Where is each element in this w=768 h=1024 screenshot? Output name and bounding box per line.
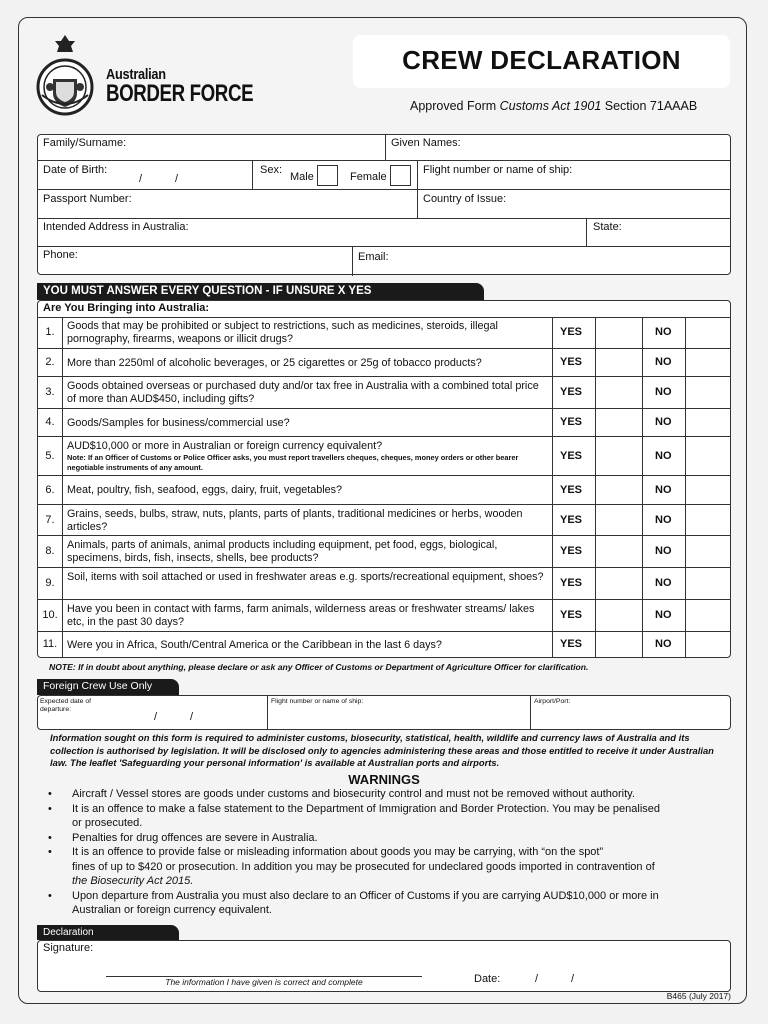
warning-item: • Penalties for drug offences are severe in Australia. — [48, 831, 318, 844]
question-text: Goods obtained overseas or purchased duty and/or tax free in Australia with a combined total price of more than AUD$450, including gifts? — [67, 380, 539, 405]
brand-name-line1: Australian — [106, 66, 166, 83]
email-field[interactable]: Email: — [358, 251, 389, 263]
question-text: Were you in Africa, South/Central America or the Caribbean in the last 6 days? — [67, 638, 442, 651]
no-label: NO — [655, 449, 672, 462]
personal-details-box — [37, 134, 731, 275]
yes-answer-box[interactable] — [596, 536, 641, 568]
no-answer-box[interactable] — [686, 600, 730, 632]
declaration-date-field[interactable]: Date: — [474, 973, 501, 985]
no-answer-box[interactable] — [686, 568, 730, 600]
declaration-date-separator: / — [571, 973, 575, 985]
yes-answer-box[interactable] — [596, 377, 641, 409]
question-number: 1. — [45, 326, 55, 338]
no-answer-box[interactable] — [686, 377, 730, 409]
no-label: NO — [655, 483, 672, 496]
yes-label: YES — [560, 577, 583, 589]
question-text: Soil, items with soil attached or used in freshwater areas e.g. sports/recreational equipment, shoes? — [67, 571, 544, 583]
sex-label: Sex: — [260, 164, 283, 176]
yes-label: YES — [560, 609, 583, 621]
declaration-tab: Declaration — [37, 925, 179, 940]
no-answer-box[interactable] — [686, 505, 730, 536]
question-text: Have you been in contact with farms, farm animals, wilderness areas or freshwater streams/ lakes etc, in the past 30 days? — [67, 603, 535, 628]
male-label: Male — [290, 171, 314, 183]
yes-label: YES — [560, 326, 583, 338]
departure-date-separator: / — [190, 711, 194, 723]
question-number: 5. — [45, 449, 55, 462]
questions-heading: Are You Bringing into Australia: — [43, 302, 210, 314]
question-row — [38, 600, 730, 632]
yes-label: YES — [560, 356, 583, 368]
declaration-box — [37, 940, 731, 992]
yes-label: YES — [560, 483, 583, 496]
brand-name-line2: BORDER FORCE — [106, 80, 254, 107]
family-surname-field[interactable]: Family/Surname: — [43, 137, 127, 149]
no-answer-box[interactable] — [686, 437, 730, 476]
yes-answer-box[interactable] — [596, 349, 641, 377]
date-of-birth-field[interactable]: Date of Birth: — [43, 164, 108, 176]
question-number: 11. — [42, 638, 58, 650]
dob-separator: / — [139, 173, 143, 185]
warnings-heading: WARNINGS — [348, 772, 420, 787]
question-row — [38, 349, 730, 377]
question-text: AUD$10,000 or more in Australian or foreign currency equivalent? Note: If an Officer of Customs or Police Officer asks, you must report travellers cheques, cheques, money orders or other bearer negotiable instruments of any amount. — [67, 440, 545, 473]
no-answer-box[interactable] — [686, 632, 730, 658]
yes-label: YES — [560, 545, 583, 557]
question-text: Goods that may be prohibited or subject to restrictions, such as medicines, steroids, illegal pornography, firearms, weapons or illicit drugs? — [67, 320, 498, 345]
question-text: Meat, poultry, fish, seafood, eggs, dairy, fruit, vegetables? — [67, 484, 343, 496]
question-number: 7. — [45, 513, 55, 526]
yes-answer-box[interactable] — [596, 505, 641, 536]
question-text: Animals, parts of animals, animal products including equipment, pet food, eggs, biological, specimens, birds, fish, insects, shells, bee products? — [67, 539, 498, 564]
question-number: 2. — [45, 356, 55, 368]
yes-answer-box[interactable] — [596, 568, 641, 600]
question-row — [38, 536, 730, 568]
clarification-note: NOTE: If in doubt about anything, please declare or ask any Officer of Customs or Department of Agriculture Officer for clarification. — [49, 662, 589, 672]
yes-label: YES — [560, 449, 583, 462]
foreign-crew-tab: Foreign Crew Use Only — [37, 679, 179, 695]
female-label: Female — [350, 171, 387, 183]
state-field[interactable]: State: — [593, 221, 622, 233]
question-row — [38, 632, 730, 658]
no-label: NO — [655, 386, 672, 398]
question-number: 10. — [42, 609, 58, 621]
warning-item: • It is an offence to make a false statement to the Department of Immigration and Border Protection. You may be penalised — [48, 802, 661, 815]
flight-number-field[interactable]: Flight number or name of ship: — [423, 164, 573, 176]
page-title: CREW DECLARATION — [402, 45, 681, 75]
no-answer-box[interactable] — [686, 349, 730, 377]
given-names-field[interactable]: Given Names: — [391, 137, 461, 149]
no-label: NO — [655, 577, 672, 589]
no-label: NO — [655, 513, 672, 526]
no-label: NO — [655, 638, 672, 650]
question-number: 9. — [45, 577, 55, 589]
intended-address-field[interactable]: Intended Address in Australia: — [43, 221, 189, 233]
foreign-crew-box — [37, 695, 731, 730]
male-checkbox[interactable] — [317, 165, 338, 186]
warnings-list: • Aircraft / Vessel stores are goods under customs and biosecurity control and must not be removed without authority. • It is an offence to make a false statement to the Department of Immigration and Border Protection. You may be penalised or prosecuted. • Penalties for drug offences are severe in Australia. • It is an offence to provide false or misleading information about goods you may be carrying, with “on the spot” fines of up to $420 or prosecution. In addition you may be prosecuted for undeclared goods imported in contravention of the Biosecurity Act 2015. • Upon departure from Australia you must also declare to an Officer of Customs if you are carrying AUD$10,000 or more in Australian or foreign currency equivalent. — [48, 787, 728, 918]
title-box — [353, 35, 730, 88]
airport-port-field[interactable]: Airport/Port: — [534, 698, 571, 705]
warning-item: • Upon departure from Australia you must also declare to an Officer of Customs if you are carrying AUD$10,000 or more in — [48, 889, 659, 902]
question-row — [38, 568, 730, 600]
yes-answer-box[interactable] — [596, 632, 641, 658]
declaration-date-separator: / — [535, 973, 539, 985]
no-label: NO — [655, 326, 672, 338]
questions-table — [37, 300, 731, 658]
subtitle-act: Customs Act 1901 — [499, 99, 602, 113]
form-code: B465 (July 2017) — [666, 991, 731, 1001]
question-row — [38, 377, 730, 409]
passport-number-field[interactable]: Passport Number: — [43, 193, 132, 205]
question-row — [38, 409, 730, 437]
yes-answer-box[interactable] — [596, 600, 641, 632]
yes-answer-box[interactable] — [596, 317, 641, 349]
question-text: Grains, seeds, bulbs, straw, nuts, plants, parts of plants, traditional medicines or herbs, wooden articles? — [67, 507, 523, 533]
no-label: NO — [655, 545, 672, 557]
no-answer-box[interactable] — [686, 476, 730, 505]
signature-field[interactable]: Signature: — [43, 942, 94, 954]
question-number: 4. — [45, 416, 55, 428]
question-note: Note: If an Officer of Customs or Police Officer asks, you must report travellers cheques, cheques, money orders or other bearer negotiable instruments of any amount. — [67, 452, 519, 472]
country-of-issue-field[interactable]: Country of Issue: — [423, 193, 507, 205]
dob-separator: / — [175, 173, 179, 185]
crew-flight-number-field[interactable]: Flight number or name of ship: — [271, 698, 364, 705]
question-number: 6. — [45, 483, 55, 496]
yes-label: YES — [560, 513, 583, 526]
question-number: 8. — [45, 545, 55, 557]
yes-answer-box[interactable] — [596, 437, 641, 476]
privacy-information: Information sought on this form is required to administer customs, biosecurity, statistical, health, wildlife and currency laws of Australia and its collection is authorised by legislation. It will be disclosed only to agencies administering these areas and those entitled to receive it under Australian law. The leaflet 'Safeguarding your personal information' is available at Australian ports and airports. — [50, 732, 714, 768]
warning-item: • It is an offence to provide false or misleading information about goods you may be carrying, with “on the spot” — [48, 846, 604, 858]
warning-item: • Aircraft / Vessel stores are goods under customs and biosecurity control and must not be removed without authority. — [48, 788, 635, 800]
female-checkbox[interactable] — [390, 165, 411, 186]
no-label: NO — [655, 356, 672, 368]
form-subtitle: Approved Form Customs Act 1901 Section 71AAAB — [410, 99, 698, 113]
question-text: More than 2250ml of alcoholic beverages, or 25 cigarettes or 25g of tobacco products? — [67, 356, 482, 369]
question-row — [38, 437, 730, 476]
question-row — [38, 476, 730, 505]
declaration-statement: The information I have given is correct and complete — [165, 977, 363, 987]
yes-label: YES — [560, 416, 583, 428]
coat-of-arms-icon — [36, 33, 94, 121]
no-label: NO — [655, 416, 672, 428]
no-answer-box[interactable] — [686, 317, 730, 349]
yes-answer-box[interactable] — [596, 476, 641, 505]
no-answer-box[interactable] — [686, 536, 730, 568]
question-row — [38, 317, 730, 349]
no-answer-box[interactable] — [686, 409, 730, 437]
yes-answer-box[interactable] — [596, 409, 641, 437]
question-text: Goods/Samples for business/commercial use? — [67, 416, 290, 429]
question-row — [38, 505, 730, 536]
departure-date-separator: / — [154, 711, 158, 723]
yes-label: YES — [560, 386, 583, 398]
phone-field[interactable]: Phone: — [43, 249, 78, 261]
question-number: 3. — [45, 386, 55, 398]
no-label: NO — [655, 609, 672, 621]
questions-section-tab: YOU MUST ANSWER EVERY QUESTION - IF UNSURE X YES — [37, 283, 484, 300]
expected-departure-date-field[interactable]: Expected date of departure: — [40, 698, 92, 713]
yes-label: YES — [560, 638, 583, 650]
